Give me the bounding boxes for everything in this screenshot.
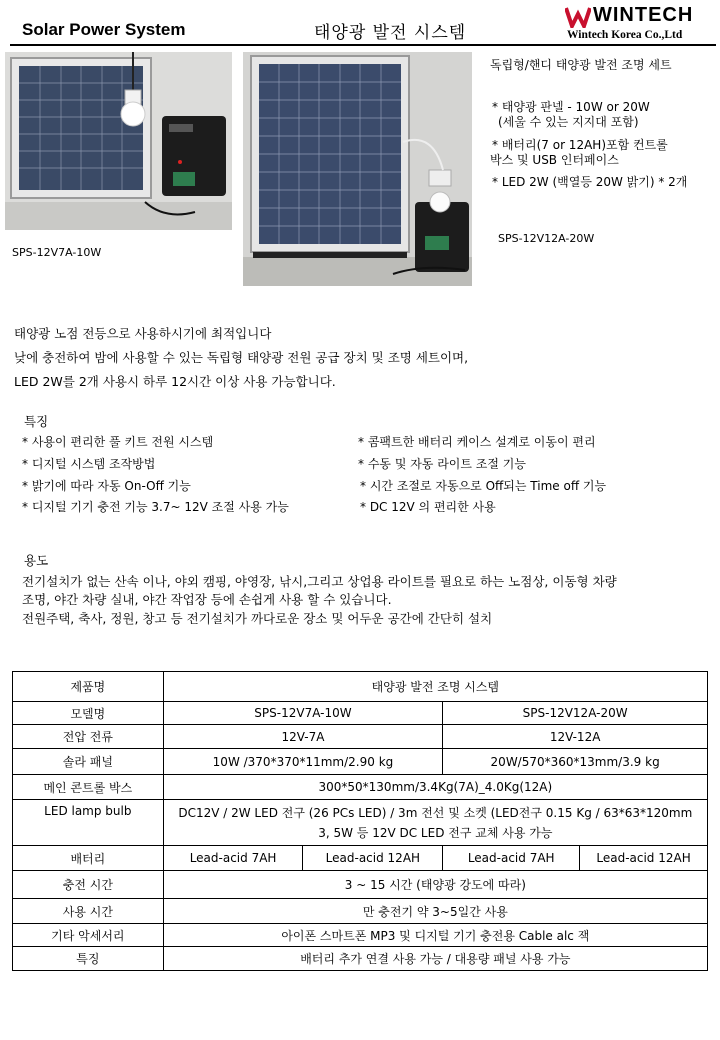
table-header-cell: 특징 — [13, 947, 164, 971]
table-cell: 만 충전기 약 3~5일간 사용 — [163, 899, 707, 924]
feature-item: * 수동 및 자동 라이트 조절 기능 — [358, 457, 526, 471]
table-header-cell: LED lamp bulb — [13, 800, 164, 846]
usage-line: 조명, 야간 차량 실내, 야간 작업장 등에 손쉽게 사용 할 수 있습니다. — [22, 592, 392, 607]
feature-item: * 디지털 시스템 조작방법 — [22, 457, 156, 471]
product-photo-20w — [243, 52, 472, 286]
description-line: 태양광 노점 전등으로 사용하시기에 최적입니다 — [14, 326, 272, 341]
feature-item: * 디지털 기기 충전 기능 3.7~ 12V 조절 사용 가능 — [22, 500, 289, 514]
table-cell: 12V-7A — [163, 725, 443, 749]
table-row — [13, 725, 708, 749]
table-row — [13, 947, 708, 971]
table-cell: Lead-acid 12AH — [303, 846, 443, 871]
table-row — [13, 846, 708, 871]
feature-item: * DC 12V 의 편리한 사용 — [360, 500, 496, 514]
features-heading: 특징 — [24, 414, 49, 429]
led-spec-line: DC12V / 2W LED 전구 (26 PCs LED) / 3m 전선 및 소켓 (LED전구 0.15 Kg / 63*63*120mm — [178, 805, 693, 820]
intro-bullet: 박스 및 USB 인터페이스 — [490, 153, 619, 167]
table-cell: Lead-acid 12AH — [580, 846, 708, 871]
table-cell: 10W /370*370*11mm/2.90 kg — [163, 749, 443, 775]
model-label-10w: SPS-12V7A-10W — [12, 246, 102, 259]
usage-line: 전원주택, 축사, 정원, 창고 등 전기설치가 까다로운 장소 및 어두운 공간에 간단히 설치 — [22, 611, 493, 626]
spec-table — [12, 671, 708, 971]
table-header-cell: 배터리 — [13, 846, 164, 871]
table-cell: Lead-acid 7AH — [163, 846, 303, 871]
table-header-cell: 충전 시간 — [13, 871, 164, 899]
page-title-en: Solar Power System — [22, 20, 186, 39]
page-title-ko: 태양광 발전 시스템 — [314, 23, 467, 43]
led-spec-line: 3, 5W 등 12V DC LED 전구 교체 사용 가능 — [318, 825, 553, 840]
usage-line: 전기설치가 없는 산속 이나, 야외 캠핑, 야영장, 낚시,그리고 상업용 라이트를 필요로 하는 노점상, 이동형 차량 — [22, 574, 617, 589]
table-cell: 태양광 발전 조명 시스템 — [163, 672, 707, 702]
table-cell — [163, 800, 707, 846]
table-row — [13, 899, 708, 924]
feature-item: * 사용이 편리한 풀 키트 전원 시스템 — [22, 435, 214, 449]
logo-brand: WINTECH — [593, 4, 694, 26]
table-cell: 아이폰 스마트폰 MP3 및 디지털 기기 충전용 Cable alc 잭 — [163, 924, 707, 947]
usage-heading: 용도 — [24, 553, 49, 568]
company-logo — [565, 4, 715, 44]
table-cell: SPS-12V7A-10W — [163, 702, 443, 725]
feature-item: * 밝기에 따라 자동 On-Off 기능 — [22, 479, 191, 493]
table-header-cell: 모델명 — [13, 702, 164, 725]
table-row — [13, 749, 708, 775]
table-row — [13, 672, 708, 702]
intro-heading: 독립형/핸디 태양광 발전 조명 세트 — [490, 58, 672, 72]
table-row — [13, 800, 708, 846]
table-cell: SPS-12V12A-20W — [443, 702, 708, 725]
table-header-cell: 솔라 패널 — [13, 749, 164, 775]
intro-bullet: (세울 수 있는 지지대 포함) — [498, 115, 639, 129]
description-line: 낮에 충전하여 밤에 사용할 수 있는 독립형 태양광 전원 공급 장치 및 조명 세트이며, — [14, 350, 469, 365]
intro-bullet: * LED 2W (백열등 20W 밝기) * 2개 — [492, 175, 688, 189]
table-cell: 300*50*130mm/3.4Kg(7A)_4.0Kg(12A) — [163, 775, 707, 800]
feature-item: * 콤팩트한 배터리 케이스 설계로 이동이 편리 — [358, 435, 596, 449]
table-row — [13, 702, 708, 725]
table-cell: 20W/570*360*13mm/3.9 kg — [443, 749, 708, 775]
table-header-cell: 전압 전류 — [13, 725, 164, 749]
table-header-cell: 기타 악세서리 — [13, 924, 164, 947]
model-label-20w: SPS-12V12A-20W — [498, 232, 595, 245]
description-line: LED 2W를 2개 사용시 하루 12시간 이상 사용 가능합니다. — [14, 374, 336, 389]
header-divider — [10, 44, 716, 46]
table-cell: 12V-12A — [443, 725, 708, 749]
table-cell: Lead-acid 7AH — [443, 846, 580, 871]
feature-item: * 시간 조절로 자동으로 Off되는 Time off 기능 — [360, 479, 607, 493]
product-photo-10w — [5, 52, 232, 230]
table-cell: 3 ~ 15 시간 (태양광 강도에 따라) — [163, 871, 707, 899]
table-header-cell: 제품명 — [13, 672, 164, 702]
intro-bullet: * 태양광 판넬 - 10W or 20W — [492, 100, 650, 114]
table-header-cell: 사용 시간 — [13, 899, 164, 924]
table-row — [13, 871, 708, 899]
wintech-logo-icon — [565, 6, 591, 28]
table-row — [13, 924, 708, 947]
table-row — [13, 775, 708, 800]
table-cell: 배터리 추가 연결 사용 가능 / 대용량 패널 사용 가능 — [163, 947, 707, 971]
intro-bullet: * 배터리(7 or 12AH)포함 컨트롤 — [492, 138, 668, 152]
logo-company: Wintech Korea Co.,Ltd — [567, 29, 683, 41]
table-header-cell: 메인 콘트롤 박스 — [13, 775, 164, 800]
